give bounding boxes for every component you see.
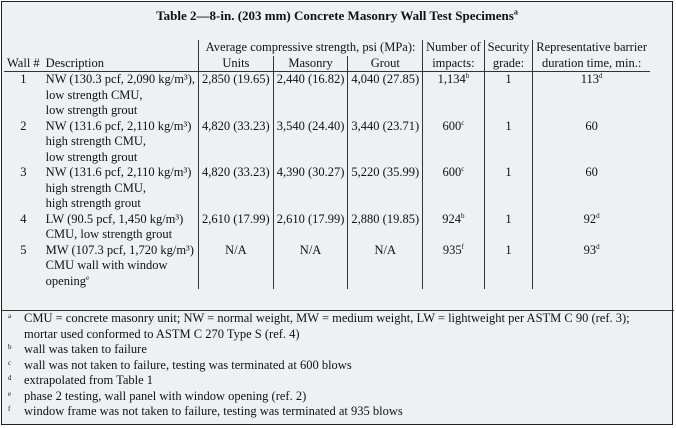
wall-number-text: 3 [20, 165, 27, 179]
masonry-strength [273, 72, 348, 119]
description-line-text: MW (107.3 pcf, 1,720 kg/m³) [45, 242, 194, 257]
wall-number [4, 72, 43, 119]
security-grade [484, 72, 533, 119]
impacts-text: 935 [442, 242, 462, 257]
description-line [46, 88, 195, 104]
header-impacts-line2: impacts: [423, 56, 485, 72]
duration-footnote-mark: d [596, 211, 600, 220]
impacts [423, 72, 485, 119]
header-blank-2 [43, 40, 199, 56]
security-grade-text: 1 [505, 165, 512, 179]
duration-footnote-mark: d [599, 71, 603, 80]
description-line [46, 119, 195, 135]
footnote [2, 342, 674, 358]
duration-text: 113 [580, 72, 600, 86]
wall-description [43, 165, 199, 212]
description-line-text: CMU wall with window [45, 258, 168, 272]
footnote-mark: d [8, 374, 12, 382]
impacts-footnote-mark: c [461, 118, 465, 127]
duration [533, 72, 650, 119]
table-row [4, 212, 650, 243]
table-row [4, 72, 650, 119]
units-strength [199, 165, 274, 212]
duration-text: 60 [585, 165, 598, 179]
security-grade-text: 1 [505, 72, 512, 86]
wall-number-text: 5 [20, 242, 27, 257]
security-grade-text: 1 [505, 242, 512, 257]
grout-strength-text: 5,220 (35.99) [351, 165, 420, 179]
grout-strength-text: 2,880 (19.85) [351, 211, 420, 226]
footnote-line: CMU = concrete masonry unit; NW = normal weight, MW = medium weight, LW = lightweight per ASTM C 90 (ref. 3); [24, 311, 630, 325]
wall-number-text: 4 [20, 211, 27, 226]
header-duration-line1: Representative barrier [533, 40, 650, 56]
description-line-text: LW (90.5 pcf, 1,450 kg/m³) [45, 211, 184, 226]
impacts-footnote-mark: f [461, 242, 464, 251]
footnote-line: wall was not taken to failure, testing was terminated at 600 blows [24, 357, 352, 372]
masonry-strength [273, 119, 348, 166]
header-wall: Wall # [4, 56, 43, 72]
wall-description [43, 72, 199, 119]
footnote-line: phase 2 testing, wall panel with window opening (ref. 2) [24, 388, 307, 403]
description-line-text: high strength CMU, [45, 180, 147, 195]
wall-number [4, 119, 43, 166]
description-line [46, 196, 195, 212]
header-units: Units [199, 56, 274, 72]
header-duration-line2: duration time, min.: [533, 56, 650, 72]
header-row-2 [4, 56, 650, 72]
masonry-strength-text: 3,540 (24.40) [276, 118, 345, 133]
impacts-text: 1,134 [437, 72, 466, 86]
footnote-line: wall was taken to failure [24, 342, 147, 356]
units-strength-text: 4,820 (33.23) [202, 118, 270, 133]
description-line [46, 150, 195, 166]
units-strength [199, 212, 274, 243]
duration [533, 243, 650, 290]
description-line-text: low strength grout [45, 149, 138, 164]
footnote [2, 404, 674, 420]
table-body [4, 72, 650, 290]
header-description: Description [43, 56, 199, 72]
units-strength-text: N/A [225, 242, 247, 257]
table-row [4, 243, 650, 290]
table-row [4, 165, 650, 212]
wall-description [43, 243, 199, 290]
units-strength [199, 243, 274, 290]
masonry-strength-text: 2,610 (17.99) [276, 211, 345, 226]
header-row-1 [4, 40, 650, 56]
grout-strength [348, 212, 423, 243]
footnote-mark: f [8, 405, 11, 413]
duration-text: 92 [583, 211, 597, 226]
security-grade [484, 165, 533, 212]
description-line [46, 134, 195, 150]
duration-footnote-mark: d [596, 242, 600, 251]
footnote [2, 311, 674, 342]
description-line [46, 165, 195, 181]
description-line [46, 227, 195, 243]
grout-strength [348, 72, 423, 119]
description-line-text: NW (131.6 pcf, 2,110 kg/m³) [45, 118, 192, 133]
impacts [423, 165, 485, 212]
footnote-mark: e [8, 389, 12, 398]
description-line [46, 258, 195, 274]
masonry-strength [273, 243, 348, 290]
table-title-text: Table 2—8-in. (203 mm) Concrete Masonry Wall Test Specimens [156, 8, 514, 23]
description-line-text: low strength grout [45, 103, 138, 117]
header-security-line1: Security [484, 40, 533, 56]
impacts [423, 119, 485, 166]
description-line-text: NW (131.6 pcf, 2,110 kg/m³) [45, 165, 192, 179]
table-row [4, 119, 650, 166]
units-strength [199, 72, 274, 119]
wall-description [43, 119, 199, 166]
masonry-strength [273, 212, 348, 243]
impacts-footnote-mark: c [461, 164, 465, 173]
duration [533, 212, 650, 243]
description-line-text: opening [45, 273, 86, 288]
description-line [46, 103, 195, 119]
description-line [46, 212, 195, 228]
masonry-strength-text: 2,440 (16.82) [276, 72, 345, 86]
header-strength-group: Average compressive strength, psi (MPa): [199, 40, 423, 56]
header-security-line2: grade: [484, 56, 533, 72]
footnote-mark: b [8, 343, 12, 351]
grout-strength [348, 165, 423, 212]
footnote-line: extrapolated from Table 1 [24, 373, 154, 387]
wall-number [4, 212, 43, 243]
impacts-footnote-mark: b [461, 211, 465, 220]
description-line-text: CMU, low strength grout [45, 227, 173, 241]
footnote-mark: c [8, 358, 12, 367]
impacts [423, 243, 485, 290]
security-grade [484, 243, 533, 290]
masonry-strength-text: 4,390 (30.27) [276, 165, 345, 179]
wall-number-text: 2 [20, 118, 27, 133]
grout-strength-text: N/A [374, 242, 397, 257]
units-strength-text: 2,850 (19.65) [202, 72, 270, 86]
footnotes [2, 310, 674, 420]
footnote-line: window frame was not taken to failure, testing was terminated at 935 blows [24, 404, 403, 418]
description-line-text: high strength grout [45, 196, 141, 210]
impacts-text: 600 [442, 118, 462, 133]
header-grout: Grout [348, 56, 423, 72]
grout-strength [348, 243, 423, 290]
title-footnote-mark: a [513, 7, 518, 17]
units-strength-text: 4,820 (33.23) [202, 165, 270, 179]
specimens-table [4, 40, 650, 289]
header-impacts-line1: Number of [423, 40, 485, 56]
duration-text: 60 [585, 118, 598, 133]
footnote [2, 389, 674, 405]
description-line-text: NW (130.3 pcf, 2,090 kg/m³), [45, 72, 196, 86]
security-grade-text: 1 [505, 211, 512, 226]
impacts-text: 924 [442, 211, 461, 226]
grout-strength-text: 4,040 (27.85) [351, 72, 420, 86]
duration [533, 119, 650, 166]
description-footnote-mark: e [85, 273, 90, 282]
table-title [2, 8, 672, 24]
grout-strength [348, 119, 423, 166]
wall-number [4, 243, 43, 290]
duration-text: 93 [583, 242, 597, 257]
security-grade-text: 1 [505, 118, 512, 133]
table-frame [1, 1, 673, 425]
footnote [2, 373, 674, 389]
impacts-footnote-mark: b [465, 71, 470, 80]
wall-description [43, 212, 199, 243]
header-masonry: Masonry [273, 56, 348, 72]
description-line [46, 274, 195, 290]
wall-number-text: 1 [20, 72, 27, 86]
footnote-line: mortar used conformed to ASTM C 270 Type S (ref. 4) [24, 326, 300, 341]
wall-number [4, 165, 43, 212]
units-strength [199, 119, 274, 166]
header-blank-1 [4, 40, 43, 56]
duration [533, 165, 650, 212]
description-line [46, 72, 195, 88]
security-grade [484, 119, 533, 166]
footnote [2, 358, 674, 374]
masonry-strength [273, 165, 348, 212]
security-grade [484, 212, 533, 243]
description-line-text: low strength CMU, [45, 87, 143, 102]
footnote-mark: a [8, 312, 12, 320]
masonry-strength-text: N/A [299, 242, 322, 257]
description-line-text: high strength CMU, [45, 134, 147, 148]
impacts [423, 212, 485, 243]
impacts-text: 600 [442, 165, 462, 179]
description-line [46, 243, 195, 259]
description-line [46, 181, 195, 197]
units-strength-text: 2,610 (17.99) [202, 211, 270, 226]
grout-strength-text: 3,440 (23.71) [351, 118, 420, 133]
